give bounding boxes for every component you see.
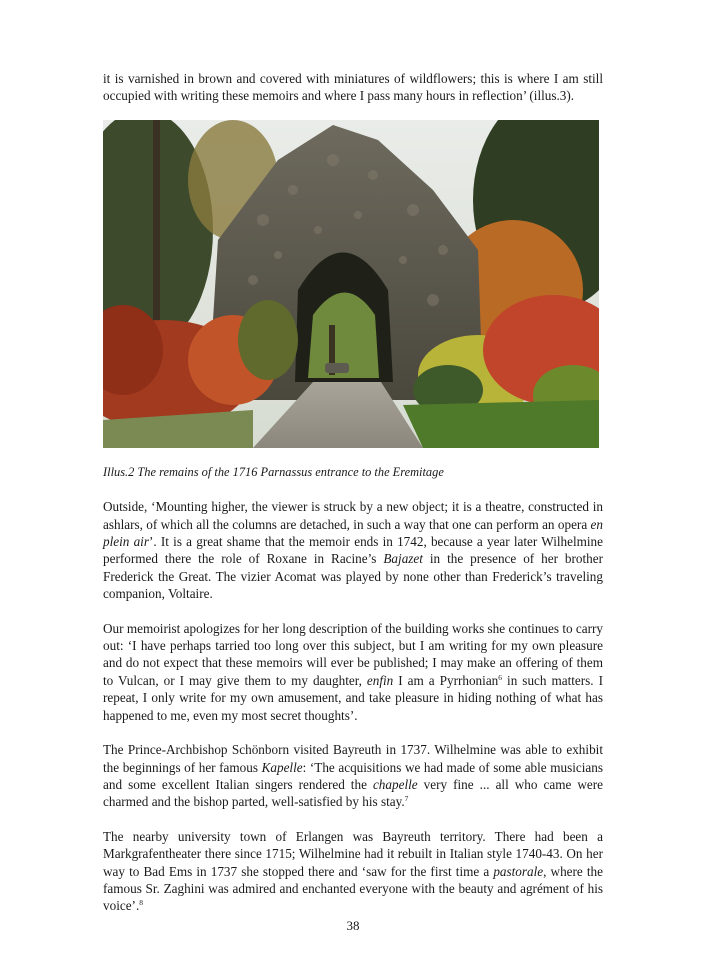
italic-term: en plein air — [103, 516, 603, 550]
text-run: ’. It is a great shame that the memoir ends in 1742, because a year later Wilhelmine performed there the role of Roxane in Racine’s — [103, 534, 604, 567]
text-run: in the presence of her brother Frederick the Great. The vizier Acomat was played by none other than Frederick’s traveling companion, Voltaire. — [103, 551, 603, 602]
text-run: The Prince-Archbishop Schönborn visited Bayreuth in 1737. Wilhelmine was able to exhibit the beginnings of her famous — [103, 742, 603, 775]
body-paragraph — [103, 741, 603, 811]
footnote-ref: 7 — [404, 794, 409, 804]
italic-term: enfin — [366, 672, 394, 688]
text-run: very fine ... all who came were charmed and the bishop parted, well-satisfied by his stay. — [103, 776, 603, 810]
body-paragraph — [103, 828, 603, 915]
body-paragraph — [103, 498, 603, 602]
body-paragraph — [103, 620, 603, 724]
figure-caption: Illus.2 The remains of the 1716 Parnassus entrance to the Eremitage — [103, 464, 444, 479]
italic-term: Kapelle — [261, 759, 303, 775]
text-run: : ‘The acquisitions we had made of some able musicians and some excellent Italian singers rendered the — [103, 759, 603, 792]
text-run: The nearby university town of Erlangen was Bayreuth territory. There had been a Markgrafentheater there since 1715; Wilhelmine had it rebuilt in Italian style 1740-43. On her way to Bad Ems in 1737 she stopped there and ‘saw for the first time a — [103, 828, 603, 879]
italic-term: Bajazet — [383, 551, 423, 567]
page-number: 38 — [346, 918, 360, 933]
text-run: , where the famous Sr. Zaghini was admired and enchanted everyone with the beauty and agrément of his voice’. — [103, 863, 603, 914]
intro-paragraph: it is varnished in brown and covered with miniatures of wildflowers; this is where I am still occupied with writing these memoirs and where I pass many hours in reflection’ (illus.3). — [103, 71, 603, 104]
text-run: I am a Pyrrhonian — [393, 672, 499, 688]
text-run: in such matters. I repeat, I only write for my own amusement, and take pleasure in hiding nothing of what has happened to me, even my most secret thoughts’. — [103, 672, 604, 723]
page-content — [103, 70, 603, 932]
text-run: Outside, ‘Mounting higher, the viewer is struck by a new object; it is a theatre, constructed in ashlars, of which all the columns are detached, in such a way that one can perform an opera — [103, 499, 603, 532]
italic-term: chapelle — [372, 776, 418, 792]
text-run: Our memoirist apologizes for her long description of the building works she continues to carry out: ‘I have perhaps tarried too long over this subject, but I am writing for my own pleasure and do not expect that these memoirs will ever be published; I may make an offering of them to Vulcan, or I may give them to my daughter, — [103, 620, 603, 688]
italic-term: pastorale — [493, 863, 544, 879]
grotto-photo-illustration — [103, 120, 599, 448]
footnote-ref: 6 — [498, 672, 503, 682]
figure-photo — [103, 120, 599, 448]
footnote-ref: 8 — [139, 898, 143, 908]
